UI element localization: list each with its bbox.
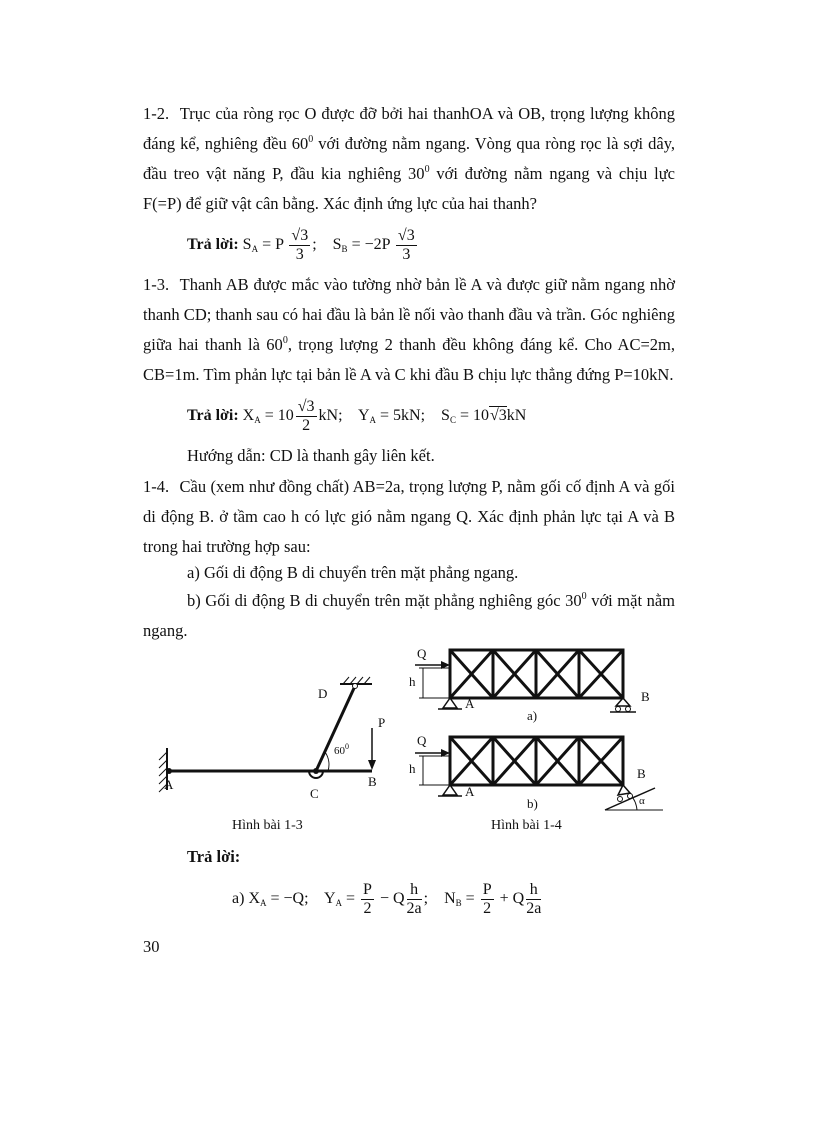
truss-b [450, 737, 623, 785]
answer-1-3: Trả lời: $X_A = 10$ $\frac{√3}{2}$ kN; $Y_A = 5kN$; $S_C = 10√3kN$ [187, 398, 527, 434]
case-a-text: a) Gối di động B di chuyển trên mặt phẳng ngang. [187, 563, 519, 582]
incline-surface [605, 788, 655, 810]
label-case-b: b) [527, 796, 538, 811]
label-d: D [318, 686, 328, 701]
answer-1-2: Trả lời: $S_A = P$ $\frac{√3}{3}$ ; $S_B = -2P$ $\frac{√3}{3}$ [187, 227, 415, 263]
label-b-a: B [641, 689, 650, 704]
figure-1-4 [405, 640, 670, 822]
hint-text: Hướng dẫn: CD là thanh gây liên kết. [187, 446, 435, 465]
fraction: $\frac{√3}{3}$ [291, 227, 309, 263]
label-a-b: A [465, 784, 475, 799]
fraction: $\frac{√3}{3}$ [397, 227, 415, 263]
page-number: 30 [143, 937, 160, 956]
label-b-b: B [637, 766, 646, 781]
answer-1-4-label: Trả lời: [187, 847, 241, 866]
hinge-c-pin [313, 768, 319, 774]
fraction: $\frac{√3}{2}$ [297, 398, 315, 434]
hinge-d [353, 684, 358, 689]
label-q-a: Q [417, 646, 427, 661]
problem-1-4-text: 1-4. Cầu (xem như đồng chất) AB=2a, trọng lượng P, nằm gối cố định A và gối di động B. ở tầm cao h có lực gió nằm ngang Q. Xác định phản lực tại A và B trong hai trường hợp sau: [143, 477, 675, 556]
label-h-a: h [409, 674, 416, 689]
label-a-a: A [465, 696, 475, 711]
case-b-text: b) Gối di động B di chuyển trên mặt phẳng nghiêng góc $30^0$ với mặt nằm ngang. [143, 591, 676, 640]
problem-number: 1-4. [143, 477, 170, 496]
label-p: P [378, 715, 386, 730]
angle-arc [325, 752, 329, 771]
answer-1-4: a) $X_A = -Q$; $Y_A$ = $\frac{P}{2}$ − Q $\frac{h}{2a}$ ; $N_B$ = $\frac{P}{2}$ + Q $\frac{h}{2a}$ [232, 881, 542, 917]
problem-number: 1-2. [143, 104, 170, 123]
label-angle: $60^0$ [334, 742, 349, 757]
label-alpha: α [639, 795, 645, 807]
truss-a [450, 650, 623, 698]
problem-1-3-text: 1-3. Thanh AB được mắc vào tường nhờ bản lề A và được giữ nằm ngang nhờ thanh CD; thanh sau có hai đầu là bản lề nối vào thanh đầu và trần. Góc nghiêng giữa hai thanh là $60^0$, trọng lượng 2 thanh đều không đáng kể. Cho AC=2m, CB=1m. Tìm phản lực tại bản lề A và C khi đầu B chịu lực thẳng đứng P=10kN. [143, 275, 676, 384]
label-q-b: Q [417, 733, 427, 748]
figure-1-3 [150, 670, 410, 800]
label-b: B [368, 774, 377, 789]
label-h-b: h [409, 761, 416, 776]
force-p-head [368, 760, 376, 770]
label-c: C [310, 786, 319, 800]
caption-1-4: Hình bài 1-4 [491, 818, 562, 833]
hinge-a [166, 768, 172, 774]
caption-1-3: Hình bài 1-3 [232, 818, 303, 833]
problem-number: 1-3. [143, 275, 170, 294]
label-case-a: a) [527, 708, 538, 723]
problem-1-2-text: 1-2. Trục của ròng rọc O được đỡ bởi hai thanhOA và OB, trọng lượng không đáng kể, nghiêng đều $60^0$ với đường nằm ngang. Vòng qua ròng rọc là sợi dây, đầu treo vật năng P, đầu kia nghiêng $30^0$ với đường nằm ngang và chịu lực F(=P) để giữ vật cân bằng. Xác định ứng lực của hai thanh? [143, 104, 675, 213]
ceiling-hatch [343, 677, 370, 684]
label-a: A [164, 777, 174, 792]
